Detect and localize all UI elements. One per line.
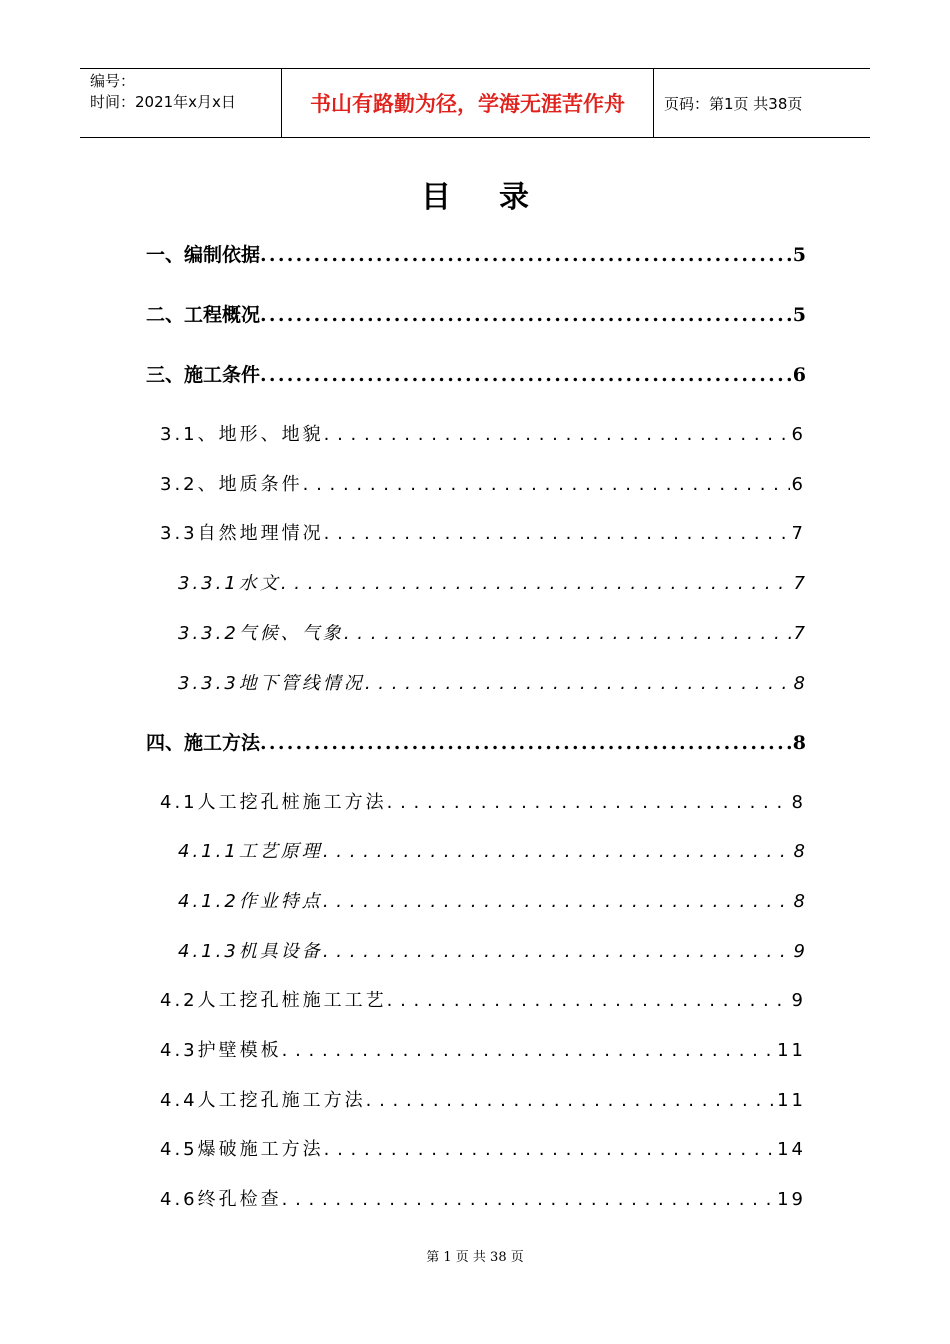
header-meta [80, 69, 282, 137]
toc-entry-label: 4.5爆破施工方法 [160, 1139, 324, 1160]
toc-entry-page: 8 [793, 673, 808, 694]
toc-entry-page: 7 [793, 573, 808, 594]
toc-leader-dots [260, 732, 791, 754]
header-motto: 书山有路勤为径，学海无涯苦作舟 [282, 69, 654, 137]
toc-entry-label: 4.1.2作业特点 [178, 891, 323, 912]
toc-entry[interactable] [160, 420, 806, 446]
toc-entry-label: 4.6终孔检查 [160, 1189, 282, 1210]
toc-entry-label: 3.3.3地下管线情况 [178, 673, 365, 694]
toc-entry[interactable] [160, 986, 806, 1012]
toc-entry-label: 4.4人工挖孔施工方法 [160, 1090, 366, 1111]
header-page-info: 页码：第1页 共38页 [664, 94, 803, 113]
toc-entry[interactable] [160, 1185, 806, 1211]
toc-leader-dots [324, 1139, 775, 1160]
toc-leader-dots [387, 792, 790, 813]
toc-entry-label: 二、工程概况 [146, 304, 261, 326]
toc-entry-page: 8 [791, 792, 806, 813]
toc-leader-dots [344, 623, 792, 644]
toc-entry-label: 3.3.2气候、气象 [178, 623, 344, 644]
toc-entry-page: 6 [791, 424, 806, 445]
toc-leader-dots [365, 673, 792, 694]
toc-entry[interactable] [178, 837, 808, 863]
toc-entry[interactable] [178, 619, 808, 645]
toc-entry[interactable] [160, 519, 806, 545]
toc-entry[interactable] [146, 360, 806, 387]
toc-entry-page: 9 [793, 941, 808, 962]
toc-entry-label: 4.2人工挖孔桩施工工艺 [160, 990, 387, 1011]
toc-leader-dots [323, 891, 792, 912]
toc-leader-dots [282, 1189, 775, 1210]
toc-entry[interactable] [146, 240, 806, 267]
toc-leader-dots [324, 523, 790, 544]
toc-entry[interactable] [178, 937, 808, 963]
page-header [80, 68, 870, 138]
toc-entry-page: 8 [793, 891, 808, 912]
toc-entry[interactable] [160, 1036, 806, 1062]
toc-leader-dots [281, 573, 792, 594]
toc-leader-dots [260, 304, 791, 326]
toc-entry-page: 8 [793, 841, 808, 862]
number-label: 编号： [90, 72, 136, 90]
toc-entry-page: 5 [792, 244, 806, 266]
toc-entry-page: 14 [777, 1139, 806, 1160]
time-label: 时间：2021年x月x日 [90, 93, 236, 111]
toc-leader-dots [324, 424, 790, 445]
page-footer: 第 1 页 共 38 页 [426, 1250, 524, 1265]
toc-entry-page: 7 [791, 523, 806, 544]
toc-entry-page: 5 [792, 304, 806, 326]
toc-entry-label: 4.3护壁模板 [160, 1040, 282, 1061]
toc-leader-dots [387, 990, 790, 1011]
toc-entry-label: 3.3自然地理情况 [160, 523, 324, 544]
toc-entry-page: 9 [791, 990, 806, 1011]
toc-entry-page: 11 [777, 1040, 806, 1061]
toc-entry-label: 3.3.1水文 [178, 573, 281, 594]
toc-entry-label: 四、施工方法 [146, 732, 261, 754]
toc-entry[interactable] [178, 669, 808, 695]
toc-leader-dots [260, 244, 791, 266]
toc-entry-label: 3.1、地形、地貌 [160, 424, 324, 445]
toc-entry-label: 一、编制依据 [146, 244, 261, 266]
toc-leader-dots [323, 941, 792, 962]
toc-entry[interactable] [178, 569, 808, 595]
toc-entry-label: 4.1.3机具设备 [178, 941, 323, 962]
toc-entry-label: 4.1人工挖孔桩施工方法 [160, 792, 387, 813]
toc-entry-label: 三、施工条件 [146, 364, 261, 386]
toc-entry-page: 7 [793, 623, 808, 644]
toc-entry[interactable] [146, 728, 806, 755]
toc-leader-dots [323, 841, 792, 862]
toc-entry-page: 11 [777, 1090, 806, 1111]
toc-entry[interactable] [160, 1135, 806, 1161]
toc-title: 目录 [421, 180, 577, 215]
toc-leader-dots [282, 1040, 775, 1061]
toc-leader-dots [260, 364, 791, 386]
toc-entry[interactable] [146, 300, 806, 327]
toc-entry-page: 8 [792, 732, 806, 754]
toc-entry[interactable] [160, 788, 806, 814]
toc-entry[interactable] [160, 1086, 806, 1112]
toc-entry-label: 4.1.1工艺原理 [178, 841, 323, 862]
toc-leader-dots [366, 1090, 775, 1111]
toc-leader-dots [303, 474, 790, 495]
toc-entry-page: 6 [792, 364, 806, 386]
toc-entry-label: 3.2、地质条件 [160, 474, 303, 495]
toc-entry-page: 6 [791, 474, 806, 495]
toc-entry[interactable] [160, 470, 806, 496]
toc-entry[interactable] [178, 887, 808, 913]
toc-entry-page: 19 [777, 1189, 806, 1210]
